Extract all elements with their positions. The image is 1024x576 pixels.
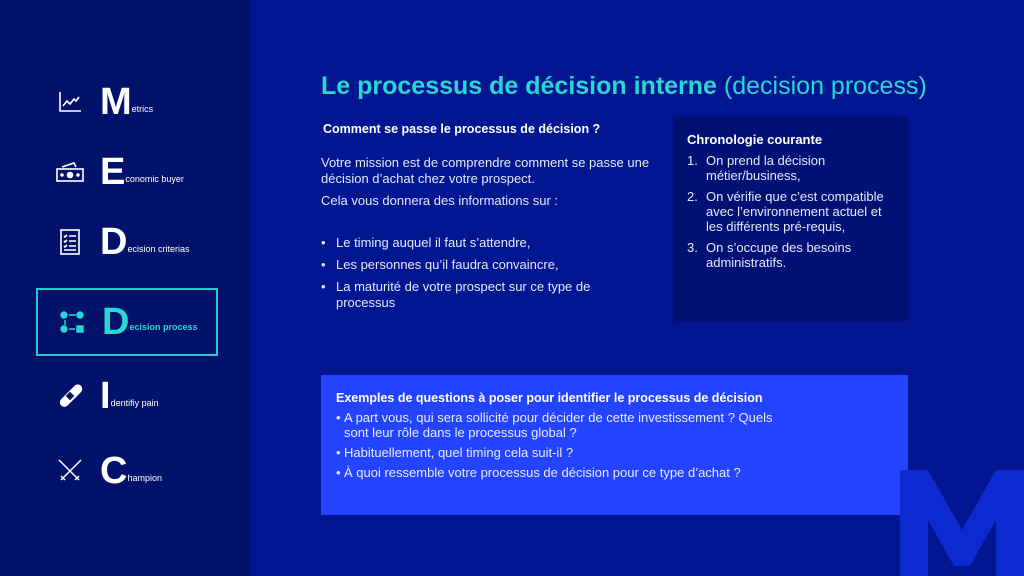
list-item (687, 240, 894, 270)
sidebar (0, 0, 250, 576)
section-question: Comment se passe le processus de décision ? (323, 122, 601, 136)
item-letter: D (100, 221, 128, 263)
examples-box (321, 375, 908, 515)
chronology-box (673, 116, 908, 321)
money-icon (50, 162, 90, 182)
item-label: ecision criterias (127, 244, 190, 254)
item-letter: E (100, 151, 126, 193)
list-item: • A part vous, qui sera sollicité pour décider de cette investissement ? Quels sont leur rôle dans le processus global ? (336, 410, 796, 440)
list-item: • La maturité de votre prospect sur ce type de processus (321, 279, 641, 311)
item-letter: M (100, 81, 132, 123)
page-title (321, 72, 927, 101)
intro-text (321, 155, 661, 215)
list-item: • Le timing auquel il faut s’attendre, (321, 235, 641, 251)
title-main: Le processus de décision interne (321, 72, 717, 100)
item-label: hampion (127, 473, 162, 483)
item-text: On vérifie que c’est compatible avec l’environnement actuel et les différents pré-requis, (706, 189, 884, 234)
chronology-title: Chronologie courante (687, 132, 823, 147)
intro-paragraph: Votre mission est de comprendre comment se passe une décision d’achat chez votre prospect. (321, 155, 650, 186)
list-item: • Les personnes qu’il faudra convaincre, (321, 257, 641, 273)
examples-title: Exemples de questions à poser pour identifier le processus de décision (336, 391, 763, 405)
logo-m-decoration (900, 470, 1024, 576)
item-label: etrics (131, 104, 154, 114)
list-item: • À quoi ressemble votre processus de décision pour ce type d’achat ? (336, 465, 796, 480)
sidebar-item-decision-process[interactable] (36, 288, 218, 356)
intro-paragraph: Cela vous donnera des informations sur : (321, 193, 559, 208)
item-number: 2. (687, 189, 698, 204)
item-letter: D (102, 301, 130, 343)
item-label: dentifiy pain (110, 398, 159, 408)
sidebar-item-decision-criterias[interactable] (36, 208, 218, 276)
title-sub: (decision process) (723, 72, 927, 100)
item-label: ecision process (129, 322, 198, 332)
list-item (687, 189, 894, 234)
checklist-icon (50, 229, 90, 255)
list-item: • Habituellement, quel timing cela suit-il ? (336, 445, 796, 460)
bandage-icon (50, 383, 90, 409)
item-letter: I (100, 375, 111, 417)
chart-icon (50, 91, 90, 113)
sidebar-item-economic-buyer[interactable] (36, 138, 218, 206)
item-text: On s’occupe des besoins administratifs. (706, 240, 852, 270)
sidebar-item-metrics[interactable] (36, 68, 218, 136)
item-text: On prend la décision métier/business, (706, 153, 826, 183)
process-icon (52, 311, 92, 333)
info-list (321, 235, 641, 317)
item-number: 1. (687, 153, 698, 168)
item-letter: C (100, 450, 128, 492)
item-label: conomic buyer (125, 174, 184, 184)
sidebar-item-champion[interactable] (36, 437, 218, 505)
swords-icon (50, 458, 90, 484)
item-number: 3. (687, 240, 698, 255)
sidebar-item-identify-pain[interactable] (36, 362, 218, 430)
list-item (687, 153, 894, 183)
